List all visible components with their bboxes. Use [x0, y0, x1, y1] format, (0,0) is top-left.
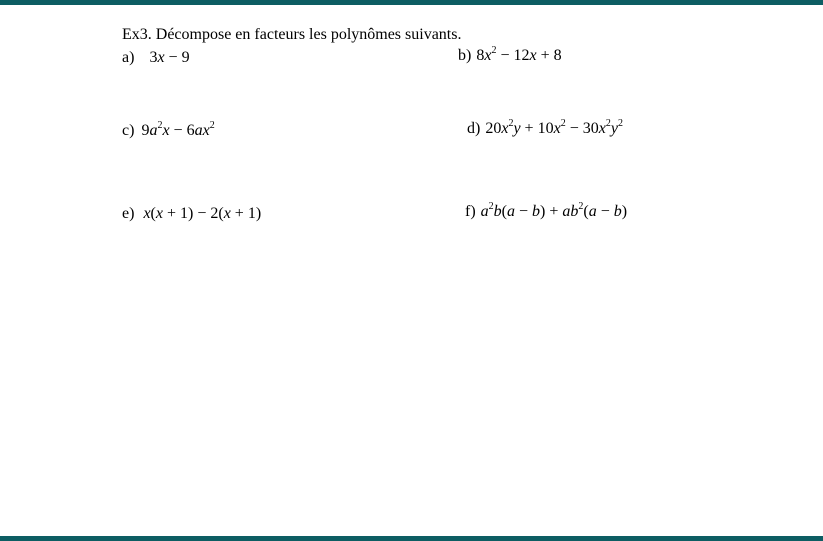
item-label: b) [458, 47, 472, 64]
exercise-item-d [467, 117, 623, 138]
item-expression: $9a^2x - 6ax^2$ [141, 119, 215, 139]
item-label: c) [122, 122, 135, 139]
item-expression: $8x^2 - 12x + 8$ [476, 44, 562, 64]
exercise-item-a [122, 49, 190, 67]
item-expression: $20x^2y + 10x^2 - 30x^2y^2$ [485, 117, 623, 137]
item-expression: x(x + 1) − 2(x + 1) [143, 205, 262, 222]
bottom-border-bar [0, 536, 823, 541]
item-label: a) [122, 49, 135, 66]
exercise-item-f [465, 200, 628, 221]
top-border-bar [0, 0, 823, 5]
item-label: e) [122, 205, 135, 222]
exercise-title: Ex3. Décompose en facteurs les polynômes suivants. [122, 26, 462, 43]
exercise-item-b [458, 44, 562, 65]
exercise-item-e [122, 205, 261, 223]
item-expression: 3x − 9 [149, 49, 190, 66]
item-label: f) [465, 203, 476, 220]
item-expression: $a^2b(a - b) + ab^2(a - b)$ [480, 200, 628, 220]
item-label: d) [467, 120, 481, 137]
exercise-item-c [122, 119, 215, 140]
